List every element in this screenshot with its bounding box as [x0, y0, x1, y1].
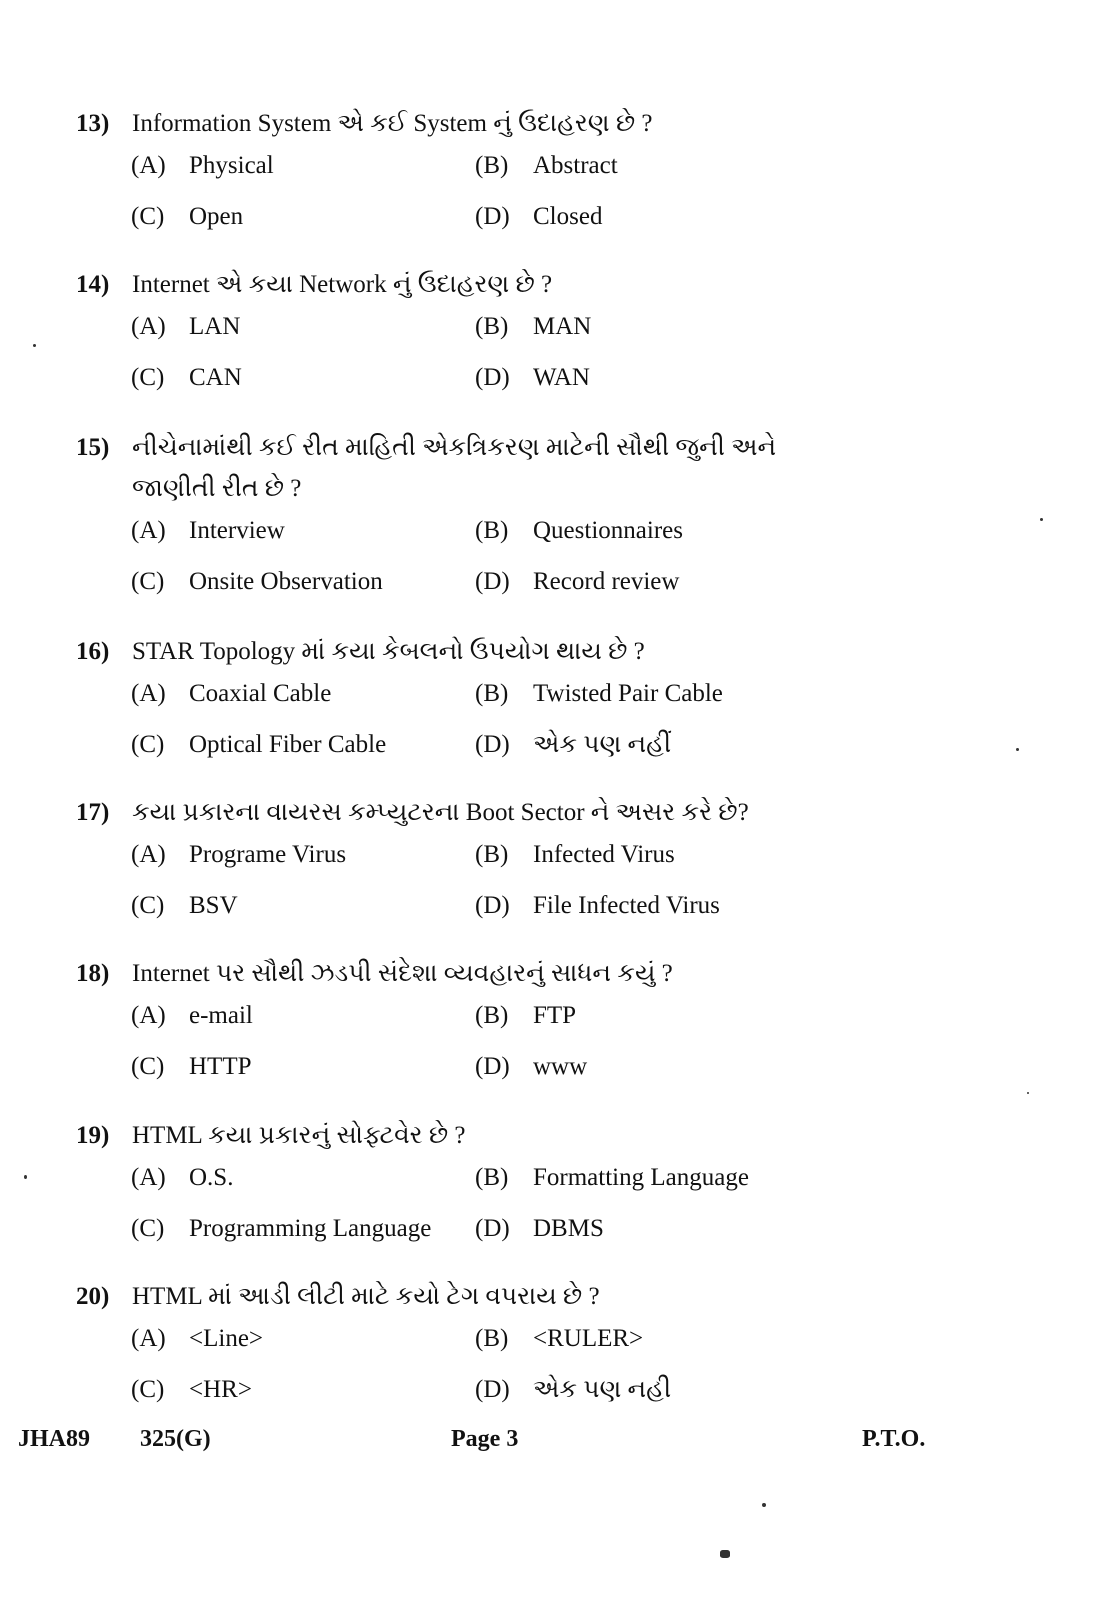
option-a [131, 313, 240, 341]
option-a [131, 680, 331, 708]
option-label: (D) [475, 731, 510, 758]
option-text: HTTP [189, 1053, 252, 1080]
question-15 [76, 427, 876, 619]
question-text: STAR Topology માં કયા કેબલનો ઉપયોગ થાય છે ? [132, 638, 645, 665]
option-text: <RULER> [533, 1325, 644, 1352]
option-label: (B) [475, 152, 509, 179]
option-label: (D) [475, 203, 510, 230]
option-a [131, 152, 274, 180]
options [76, 152, 876, 254]
option-label: (C) [131, 1376, 165, 1403]
option-c [131, 731, 386, 759]
options [76, 517, 876, 619]
options [76, 841, 876, 943]
question-number: 20) [76, 1283, 110, 1310]
option-text: Programe Virus [189, 841, 347, 868]
option-b [475, 313, 591, 341]
option-label: (D) [475, 1376, 510, 1403]
options [76, 1325, 876, 1427]
question-stem [76, 792, 876, 833]
option-a [131, 1002, 253, 1030]
option-label: (A) [131, 517, 166, 544]
option-text: Onsite Observation [189, 568, 383, 595]
option-text: O.S. [189, 1164, 234, 1191]
option-label: (D) [475, 364, 510, 391]
question-text: Information System એ કઈ System નું ઉદાહરણ છે ? [132, 110, 653, 137]
option-text: Closed [533, 203, 603, 230]
option-text: Twisted Pair Cable [533, 680, 723, 707]
question-number: 13) [76, 110, 110, 137]
option-text: FTP [533, 1002, 577, 1029]
option-d [475, 1215, 604, 1243]
question-text: Internet પર સૌથી ઝડપી સંદેશા વ્યવહારનું સાધન કયું ? [132, 960, 673, 987]
option-d [475, 892, 720, 920]
options [76, 313, 876, 415]
page-number: Page 3 [451, 1426, 519, 1452]
option-a [131, 841, 346, 869]
option-label: (A) [131, 841, 166, 868]
option-label: (B) [475, 680, 509, 707]
option-text: Interview [189, 517, 285, 544]
question-number: 14) [76, 271, 110, 298]
scan-speck [1027, 1092, 1029, 1094]
option-b [475, 680, 723, 708]
question-stem [76, 631, 876, 672]
question-number: 15) [76, 434, 110, 461]
option-label: (C) [131, 568, 165, 595]
option-text: Programming Language [189, 1215, 432, 1242]
option-b [475, 1002, 576, 1030]
question-stem [76, 427, 876, 509]
option-b [475, 1325, 643, 1353]
options [76, 1002, 876, 1104]
option-text: CAN [189, 364, 242, 391]
option-a [131, 1325, 263, 1353]
scan-speck [762, 1503, 766, 1507]
option-text: BSV [189, 892, 238, 919]
option-d [475, 731, 671, 759]
option-text: Record review [533, 568, 680, 595]
question-text: HTML કયા પ્રકારનું સોફ્ટવેર છે ? [132, 1122, 466, 1149]
option-b [475, 1164, 749, 1192]
option-label: (C) [131, 892, 165, 919]
option-label: (B) [475, 1164, 509, 1191]
option-label: (D) [475, 1053, 510, 1080]
option-label: (C) [131, 1215, 165, 1242]
option-text: WAN [533, 364, 590, 391]
option-label: (A) [131, 680, 166, 707]
option-text: Infected Virus [533, 841, 675, 868]
option-text: Optical Fiber Cable [189, 731, 387, 758]
scan-speck [33, 344, 36, 347]
option-label: (D) [475, 1215, 510, 1242]
question-13 [76, 103, 876, 254]
question-text: HTML માં આડી લીટી માટે કયો ટેગ વપરાય છે ? [132, 1283, 600, 1310]
question-16 [76, 631, 876, 782]
option-label: (C) [131, 364, 165, 391]
paper-code: 325(G) [140, 1426, 211, 1452]
question-20 [76, 1276, 876, 1427]
option-text: Abstract [533, 152, 618, 179]
option-text: www [533, 1053, 588, 1080]
option-label: (C) [131, 203, 165, 230]
option-c [131, 203, 243, 231]
question-number: 18) [76, 960, 110, 987]
option-a [131, 517, 285, 545]
option-c [131, 1215, 431, 1243]
option-c [131, 568, 383, 596]
question-stem [76, 264, 876, 305]
option-d [475, 568, 679, 596]
scan-speck [1016, 748, 1019, 751]
question-18 [76, 953, 876, 1104]
option-label: (D) [475, 892, 510, 919]
option-label: (A) [131, 1164, 166, 1191]
option-label: (B) [475, 1002, 509, 1029]
option-d [475, 1053, 587, 1081]
question-stem [76, 1115, 876, 1156]
option-label: (A) [131, 313, 166, 340]
option-text: Formatting Language [533, 1164, 749, 1191]
option-label: (C) [131, 1053, 165, 1080]
option-text: Physical [189, 152, 274, 179]
option-label: (B) [475, 1325, 509, 1352]
scan-speck [24, 1175, 27, 1179]
question-number: 16) [76, 638, 110, 665]
question-number: 19) [76, 1122, 110, 1149]
option-label: (A) [131, 152, 166, 179]
options [76, 680, 876, 782]
scan-speck [720, 1550, 730, 1558]
option-c [131, 1053, 252, 1081]
question-19 [76, 1115, 876, 1266]
option-text: MAN [533, 313, 592, 340]
option-c [131, 1376, 252, 1404]
option-text: <HR> [189, 1376, 252, 1403]
question-stem [76, 103, 876, 144]
option-d [475, 364, 590, 392]
option-label: (B) [475, 841, 509, 868]
options [76, 1164, 876, 1266]
option-text: DBMS [533, 1215, 604, 1242]
option-text: એક પણ નહીં [533, 731, 672, 758]
scan-speck [1040, 518, 1043, 521]
option-text: Open [189, 203, 244, 230]
question-14 [76, 264, 876, 415]
option-label: (A) [131, 1002, 166, 1029]
option-b [475, 517, 683, 545]
question-stem [76, 953, 876, 994]
option-text: Questionnaires [533, 517, 683, 544]
question-text: Internet એ કયા Network નું ઉદાહરણ છે ? [132, 271, 553, 298]
option-label: (B) [475, 517, 509, 544]
question-17 [76, 792, 876, 943]
option-label: (B) [475, 313, 509, 340]
option-text: e-mail [189, 1002, 253, 1029]
option-d [475, 203, 602, 231]
option-text: Coaxial Cable [189, 680, 332, 707]
option-a [131, 1164, 233, 1192]
option-c [131, 364, 242, 392]
option-text: File Infected Virus [533, 892, 720, 919]
option-text: <Line> [189, 1325, 264, 1352]
pto-marker: P.T.O. [862, 1426, 926, 1452]
option-label: (D) [475, 568, 510, 595]
question-text: નીચેનામાંથી કઈ રીત માહિતી એકત્રિકરણ માટેની સૌથી જુની અને જાણીતી રીત છે ? [132, 434, 777, 502]
question-text: કયા પ્રકારના વાયરસ કમ્પ્યુટરના Boot Sector ને અસર કરે છે? [132, 799, 749, 826]
option-c [131, 892, 238, 920]
option-text: LAN [189, 313, 241, 340]
option-label: (A) [131, 1325, 166, 1352]
option-label: (C) [131, 731, 165, 758]
exam-code: JHA89 [18, 1426, 90, 1452]
option-d [475, 1376, 671, 1404]
question-number: 17) [76, 799, 110, 826]
option-text: એક પણ નહી [533, 1376, 672, 1403]
option-b [475, 152, 618, 180]
question-stem [76, 1276, 876, 1317]
option-b [475, 841, 675, 869]
